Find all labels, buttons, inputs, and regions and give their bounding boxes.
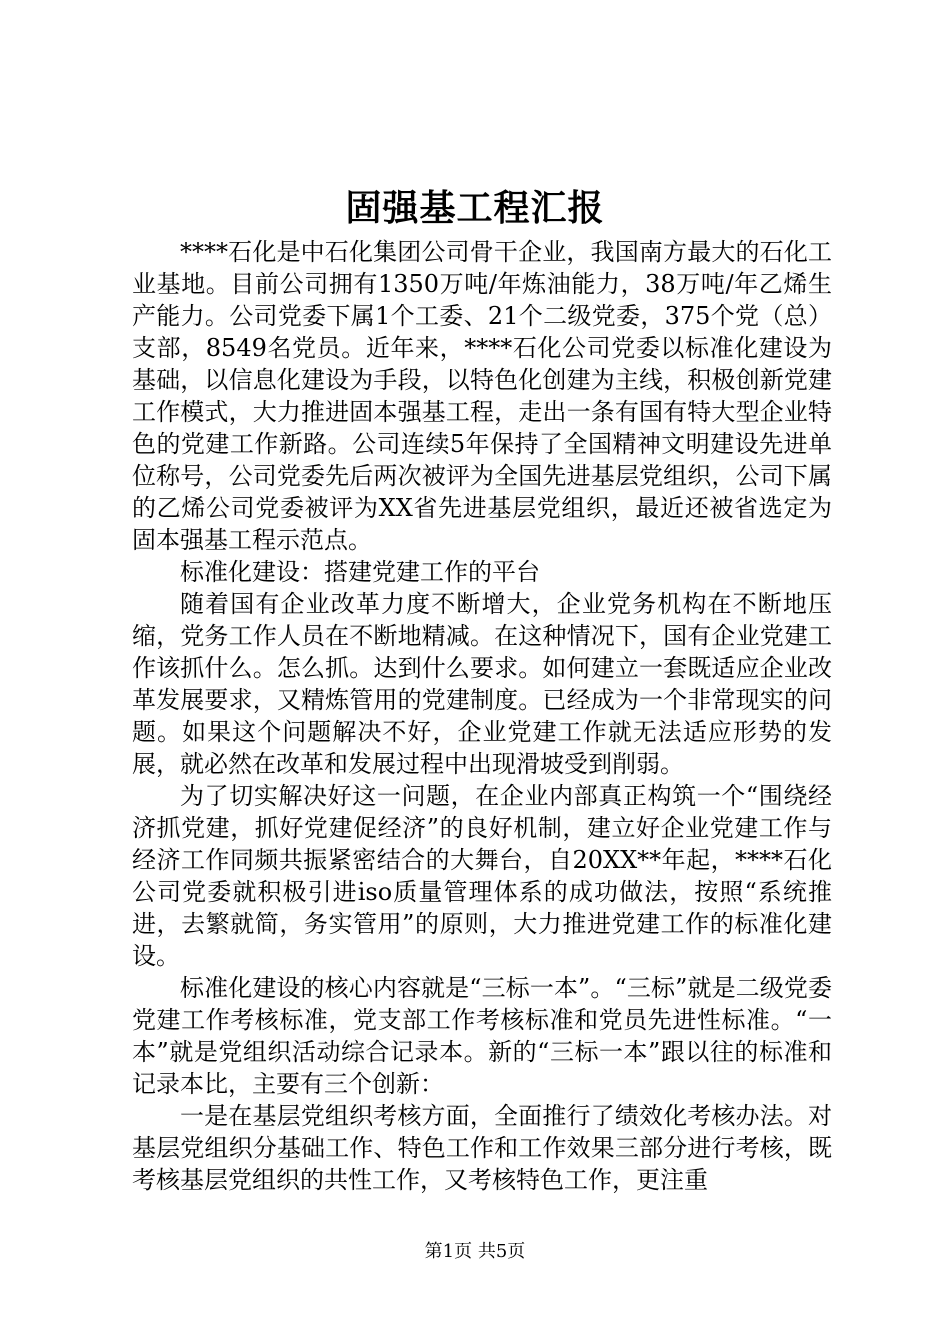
paragraph-approach: 为了切实解决好这一问题，在企业内部真正构筑一个“围绕经济抓党建，抓好党建促经济”的良好机制，建立好企业党建工作与经济工作同频共振紧密结合的大舞台，自20XX**年起，****石化公司党委就积极引进iso质量管理体系的成功做法，按照“系统推进，去繁就简，务实管用”的原则，大力推进党建工作的标准化建设。: [132, 782, 832, 970]
document-title: 固强基工程汇报: [345, 187, 605, 229]
paragraph-innovation-one: 一是在基层党组织考核方面，全面推行了绩效化考核办法。对基层党组织分基础工作、特色工作和工作效果三部分进行考核，既考核基层党组织的共性工作，又考核特色工作，更注重: [132, 1102, 832, 1194]
paragraph-background: 随着国有企业改革力度不断增大，企业党务机构在不断地压缩，党务工作人员在不断地精减。在这种情况下，国有企业党建工作该抓什么。怎么抓。达到什么要求。如何建立一套既适应企业改革发展要求，又精炼管用的党建制度。已经成为一个非常现实的问题。如果这个问题解决不好，企业党建工作就无法适应形势的发展，就必然在改革和发展过程中出现滑坡受到削弱。: [132, 590, 832, 778]
paragraph-intro: ****石化是中石化集团公司骨干企业，我国南方最大的石化工业基地。目前公司拥有1350万吨/年炼油能力，38万吨/年乙烯生产能力。公司党委下属1个工委、21个二级党委，375个党（总）支部，8549名党员。近年来，****石化公司党委以标准化建设为基础，以信息化建设为手段，以特色化创建为主线，积极创新党建工作模式，大力推进固本强基工程，走出一条有国有特大型企业特色的党建工作新路。公司连续5年保持了全国精神文明建设先进单位称号，公司党委先后两次被评为全国先进基层党组织，公司下属的乙烯公司党委被评为XX省先进基层党组织，最近还被省选定为固本强基工程示范点。: [132, 238, 832, 554]
page-number: 第1页 共5页: [424, 1241, 526, 1262]
document-body: [132, 236, 832, 1196]
section-heading: 标准化建设：搭建党建工作的平台: [180, 558, 540, 586]
paragraph-core-content: 标准化建设的核心内容就是“三标一本”。“三标”就是二级党委党建工作考核标准，党支部工作考核标准和党员先进性标准。“一本”就是党组织活动综合记录本。新的“三标一本”跟以往的标准和记录本比，主要有三个创新：: [132, 974, 832, 1098]
